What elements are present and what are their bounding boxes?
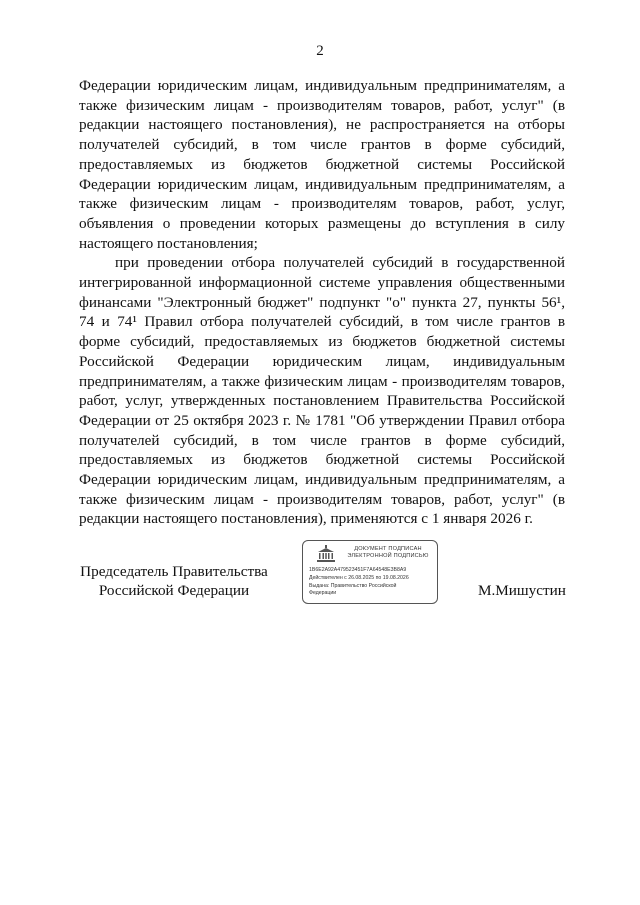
signature-block bbox=[0, 546, 640, 610]
electronic-signature-stamp bbox=[302, 540, 438, 604]
stamp-issued-to-2: Федерации bbox=[309, 590, 337, 596]
document-body bbox=[79, 76, 565, 529]
stamp-title-line-1: ДОКУМЕНТ ПОДПИСАН bbox=[354, 546, 422, 552]
page-number: 2 bbox=[316, 43, 324, 59]
government-building-icon bbox=[315, 545, 337, 563]
paragraph-continuation: Федерации юридическим лицам, индивидуальным предпринимателям, а также физическим лицам - производителям товаров, работ, услуг" (в редакции настоящего постановления), не распространяется на отборы получателей субсидий, в том числе грантов в форме субсидий, предоставляемых из бюджетов бюджетной системы Российской Федерации юридическим лицам, индивидуальным предпринимателям, а также физическим лицам - производителям товаров, работ, услуг, объявления о проведении которых размещены до вступления в силу настоящего постановления; bbox=[79, 77, 565, 252]
paragraph-electronic-budget: при проведении отбора получателей субсидий в государственной интегрированной информационной системе управления общественными финансами "Электронный бюджет" подпункт "о" пункта 27, пункты 56¹, 74 и 74¹ Правил отбора получателей субсидий, в том числе грантов в форме субсидий, предоставляемых из бюджетов бюджетной системы Российской Федерации юридическим лицам, индивидуальным предпринимателям, а также физическим лицам - производителям товаров, работ, услуг, утвержденных постановлением Правительства Российской Федерации от 25 октября 2023 г. № 1781 "Об утверждении Правил отбора получателей субсидий, в том числе грантов в форме субсидий, предоставляемых из бюджетов бюджетной системы Российской Федерации юридическим лицам, индивидуальным предпринимателям, а также физическим лицам - производителям товаров, работ, услуг" (в редакции настоящего постановления), применяются с 1 января 2026 г. bbox=[79, 254, 565, 528]
stamp-certificate: 1B6E2A92A479523451F7A64548E3B8A9 bbox=[309, 567, 407, 573]
position-line-2: Российской Федерации bbox=[98, 582, 250, 599]
stamp-title-line-2: ЭЛЕКТРОННОЙ ПОДПИСЬЮ bbox=[347, 553, 429, 559]
stamp-issued-to-1: Выдана: Правительство Российской bbox=[309, 583, 397, 589]
position-line-1: Председатель Правительства bbox=[80, 563, 268, 580]
signatory-position bbox=[79, 562, 269, 600]
stamp-validity: Действителен с 26.08.2025 по 19.08.2026 bbox=[309, 575, 409, 581]
stamp-title bbox=[343, 546, 433, 560]
signer-name: М.Мишустин bbox=[478, 582, 566, 599]
